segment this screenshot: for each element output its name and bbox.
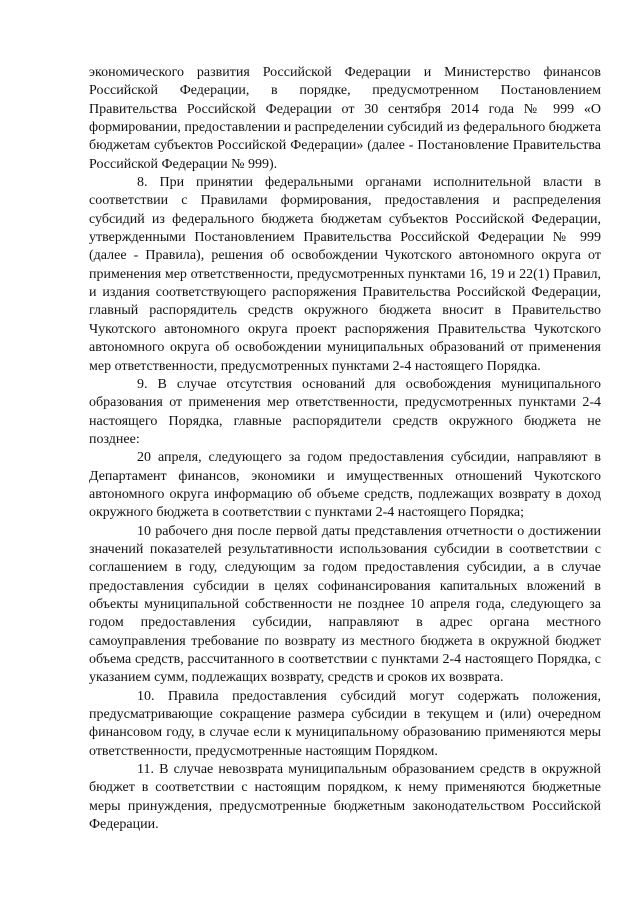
paragraph-continuation: экономического развития Российской Федерации и Министерство финансов Российской Федерации, в порядке, предусмотренном Постановлением Правительства Российской Федерации от 30 сентября 2014 года № 999 «О формировании, предоставлении и распределении субсидий из федерального бюджета бюджетам субъектов Российской Федерации» (далее - Постановление Правительства Российской Федерации № 999). xyxy=(89,65,601,172)
document-body xyxy=(89,64,601,834)
paragraph-subitem-20-april: 20 апреля, следующего за годом предоставления субсидии, направляют в Департамент финансов, экономики и имущественных отношений Чукотского автономного округа информацию об объеме средств, подлежащих возврату в доход окружного бюджета в соответствии с пунктами 2-4 настоящего Порядка; xyxy=(89,450,601,521)
paragraph-item-8: 8. При принятии федеральными органами исполнительной власти в соответствии с Правилами формирования, предоставления и распределения субсидий из федерального бюджета бюджетам субъектов Российской Федерации, утвержденными Постановлением Правительства Российской Федерации № 999 (далее - Правила), решения об освобождении Чукотского автономного округа от применения мер ответственности, предусмотренных пунктами 16, 19 и 22(1) Правил, и издания соответствующего распоряжения Правительства Российской Федерации, главный распорядитель средств окружного бюджета вносит в Правительство Чукотского автономного округа проект распоряжения Правительства Чукотского автономного округа об освобождении муниципальных образований от применения мер ответственности, предусмотренных пунктами 2-4 настоящего Порядка. xyxy=(89,175,601,374)
paragraph-subitem-10-working-day: 10 рабочего дня после первой даты представления отчетности о достижении значений показателей результативности использования субсидии в соответствии с соглашением в году, следующим за годом предоставления субсидии, а в случае предоставления субсидии в целях софинансирования капитальных вложений в объекты муниципальной собственности не позднее 10 апреля года, следующего за годом предоставления субсидии, направляют в адрес органа местного самоуправления требование по возврату из местного бюджета в окружной бюджет объема средств, рассчитанного в соответствии с пунктами 2-4 настоящего Порядка, с указанием сумм, подлежащих возврату, средств и сроков их возврата. xyxy=(89,523,601,686)
paragraph-item-11: 11. В случае невозврата муниципальным образованием средств в окружной бюджет в соответствии с настоящим порядком, к нему применяются бюджетные меры принуждения, предусмотренные бюджетным законодательством Российской Федерации. xyxy=(89,762,601,833)
paragraph-item-10: 10. Правила предоставления субсидий могут содержать положения, предусматривающие сокращение размера субсидии в текущем и (или) очередном финансовом году, в случае если к муниципальному образованию применяются меры ответственности, предусмотренные настоящим Порядком. xyxy=(89,688,601,759)
paragraph-item-9: 9. В случае отсутствия оснований для освобождения муниципального образования от применения мер ответственности, предусмотренных пунктами 2-4 настоящего Порядка, главные распорядители средств окружного бюджета не позднее: xyxy=(89,376,601,447)
